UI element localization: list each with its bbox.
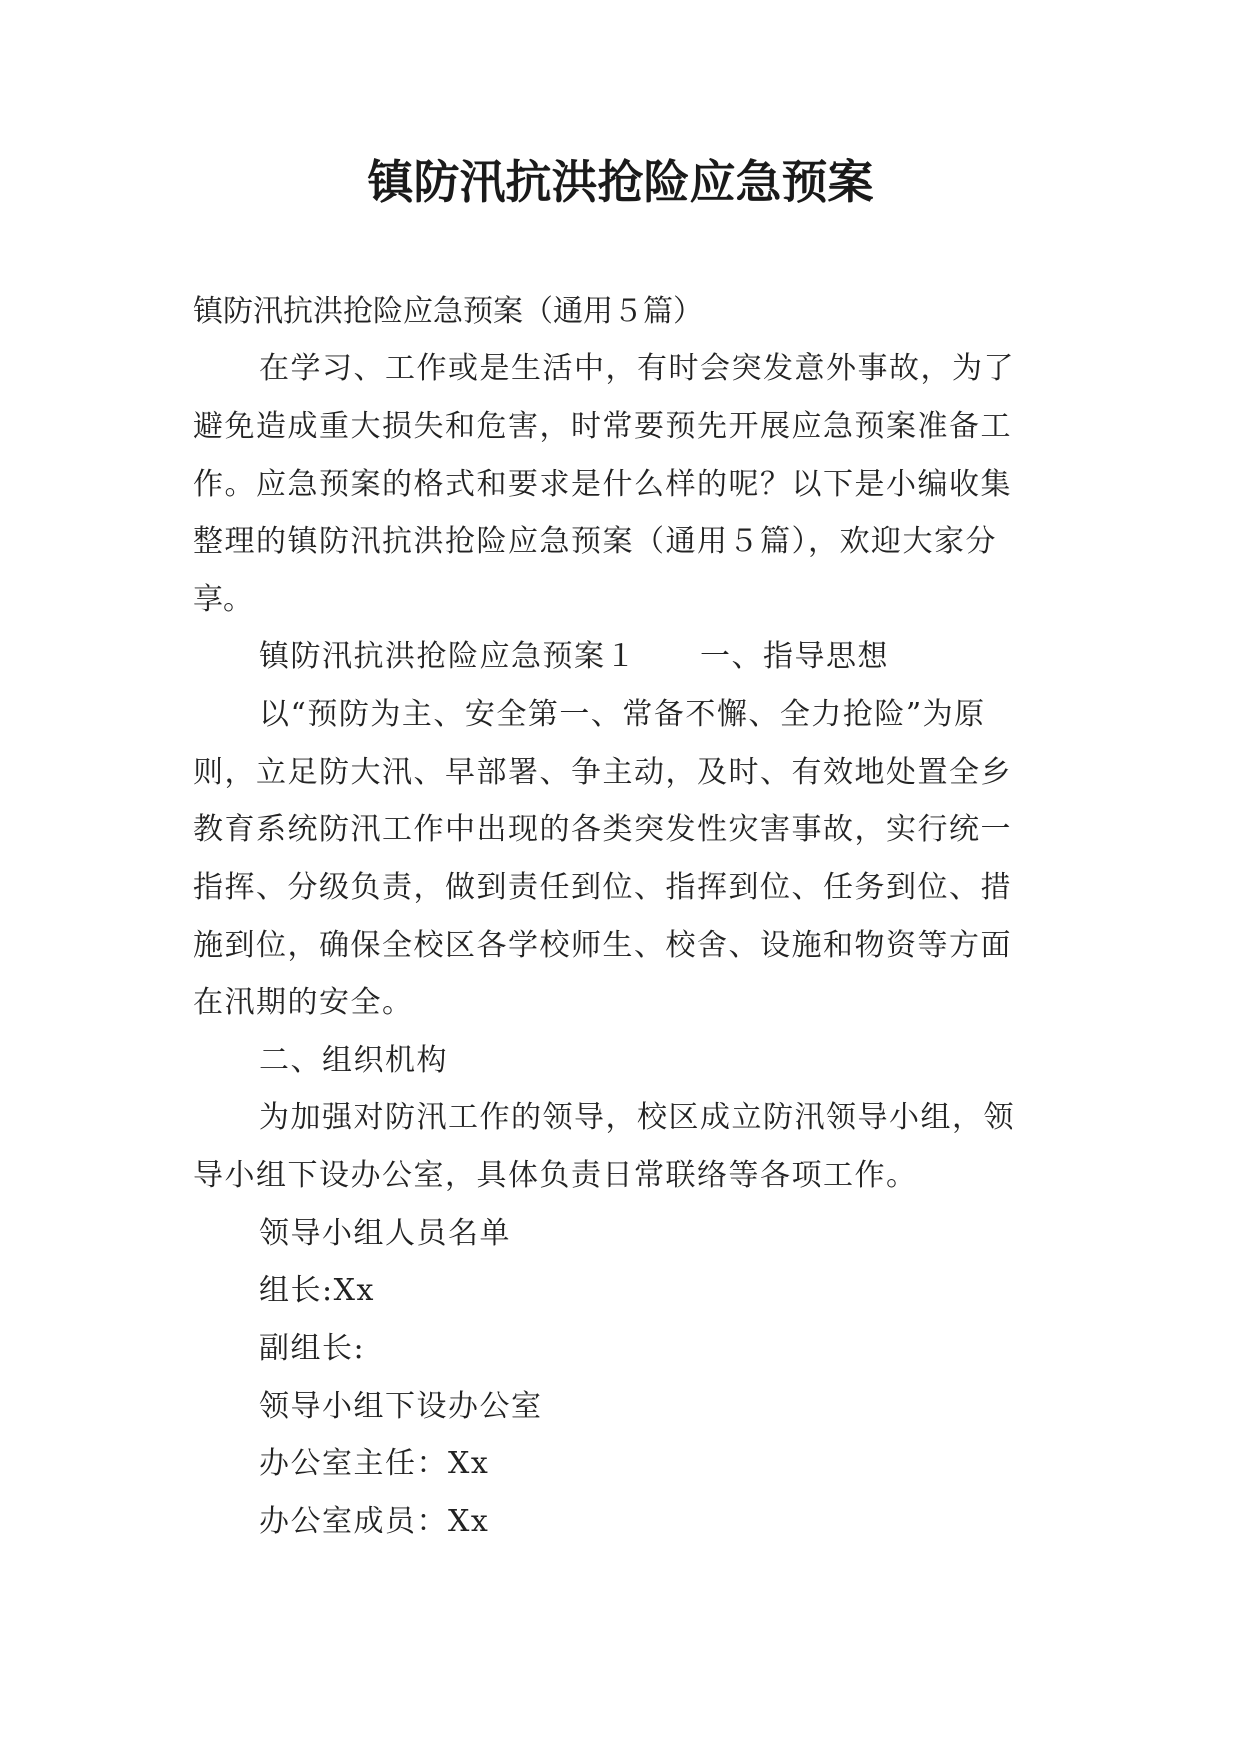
paragraph-line: 在学习、工作或是生活中，有时会突发意外事故，为了 <box>259 351 1015 386</box>
list-item: 副组长: <box>259 1331 366 1366</box>
section-heading: 镇防汛抗洪抢险应急预案１ 一、指导思想 <box>259 639 889 674</box>
paragraph-line: 以“预防为主、安全第一、常备不懈、全力抢险”为原 <box>259 697 986 732</box>
paragraph-line: 作。应急预案的格式和要求是什么样的呢？以下是小编收集 <box>193 467 1012 502</box>
list-item: 办公室主任：Xx <box>259 1446 490 1481</box>
paragraph-line: 教育系统防汛工作中出现的各类突发性灾害事故，实行统一 <box>193 812 1012 847</box>
section-heading: 二、组织机构 <box>259 1043 448 1078</box>
paragraph-line: 则，立足防大汛、早部署、争主动，及时、有效地处置全乡 <box>193 755 1012 790</box>
paragraph-line: 指挥、分级负责，做到责任到位、指挥到位、任务到位、措 <box>193 870 1012 905</box>
paragraph-line: 在汛期的安全。 <box>193 985 414 1020</box>
list-item: 领导小组下设办公室 <box>259 1389 543 1424</box>
document-title: 镇防汛抗洪抢险应急预案 <box>367 155 874 209</box>
paragraph-line: 施到位，确保全校区各学校师生、校舍、设施和物资等方面 <box>193 928 1012 963</box>
subtitle-line: 镇防汛抗洪抢险应急预案（通用５篇） <box>193 294 703 329</box>
paragraph-line: 避免造成重大损失和危害，时常要预先开展应急预案准备工 <box>193 409 1012 444</box>
list-item: 组长:Xx <box>259 1273 375 1308</box>
paragraph-line: 导小组下设办公室，具体负责日常联络等各项工作。 <box>193 1158 918 1193</box>
list-item: 办公室成员：Xx <box>259 1504 490 1539</box>
paragraph-line: 享。 <box>193 582 253 617</box>
paragraph-line: 为加强对防汛工作的领导，校区成立防汛领导小组，领 <box>259 1100 1015 1135</box>
paragraph-line: 整理的镇防汛抗洪抢险应急预案（通用５篇），欢迎大家分 <box>193 524 997 559</box>
list-item: 领导小组人员名单 <box>259 1216 511 1251</box>
